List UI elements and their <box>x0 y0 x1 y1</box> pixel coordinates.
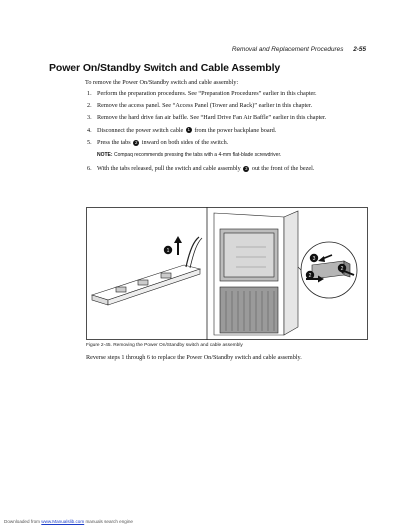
step-text: from the power backplane board. <box>194 126 277 134</box>
step-text: out the front of the bezel. <box>251 165 315 173</box>
switch-removal-illustration <box>86 207 368 340</box>
step-5 <box>85 139 385 147</box>
step-number: 2. <box>87 101 92 109</box>
step-number: 1. <box>87 89 92 97</box>
callout-label: 3 <box>312 256 316 263</box>
step-text: Remove the hard drive fan air baffle. See “Hard Drive Fan Air Baffle” earlier in this chapter. <box>97 114 327 122</box>
page-number: 2-55 <box>353 46 366 53</box>
footer-suffix: manuals search engine <box>85 519 133 524</box>
reverse-steps-text: Reverse steps 1 through 6 to replace the Power On/Standby switch and cable assembly. <box>86 354 302 361</box>
step-6 <box>85 165 385 173</box>
note-text: Compaq recommends pressing the tabs with a 4-mm flat-blade screwdriver. <box>113 151 282 158</box>
server-chassis-drawing <box>214 211 298 335</box>
step-1 <box>85 90 385 98</box>
download-footer <box>4 519 133 524</box>
step-2 <box>85 102 385 110</box>
step-text: With the tabs released, pull the switch and cable assembly <box>97 165 241 173</box>
callout-icon: 3 <box>245 165 248 171</box>
callout-label: 1 <box>166 248 170 255</box>
step-number: 3. <box>87 114 92 122</box>
page-title: Power On/Standby Switch and Cable Assembly <box>49 62 281 74</box>
step-text: Perform the preparation procedures. See “Preparation Procedures” earlier in this chapter. <box>97 89 317 97</box>
step-text: inward on both sides of the switch. <box>141 139 229 147</box>
steps-list <box>85 90 385 147</box>
figure-caption: Figure 2-45. Removing the Power On/Standby switch and cable assembly <box>86 343 243 348</box>
step-number: 5. <box>87 139 92 147</box>
header-section: Removal and Replacement Procedures <box>231 46 344 53</box>
step-text: Remove the access panel. See “Access Panel (Tower and Rack)” earlier in this chapter. <box>97 101 313 109</box>
callout-label: 2 <box>308 273 312 280</box>
running-header <box>232 46 366 53</box>
steps-list-continued <box>85 165 385 173</box>
step-3 <box>85 114 385 122</box>
step-text: Press the tabs <box>97 139 131 147</box>
note <box>97 152 385 160</box>
callout-label: 2 <box>340 266 344 273</box>
step-4 <box>85 127 385 135</box>
step-number: 6. <box>87 165 92 173</box>
callout-icon: 1 <box>187 127 191 133</box>
procedure-body <box>85 79 385 178</box>
footer-link[interactable]: www.Manualslib.com <box>41 519 85 524</box>
intro-text: To remove the Power On/Standby switch and cable assembly: <box>85 79 239 86</box>
footer-prefix: Downloaded from <box>4 519 41 524</box>
step-text: Disconnect the power switch cable <box>97 126 184 134</box>
step-number: 4. <box>87 126 92 134</box>
callout-icon: 2 <box>134 139 138 145</box>
note-label: NOTE: <box>97 151 113 158</box>
